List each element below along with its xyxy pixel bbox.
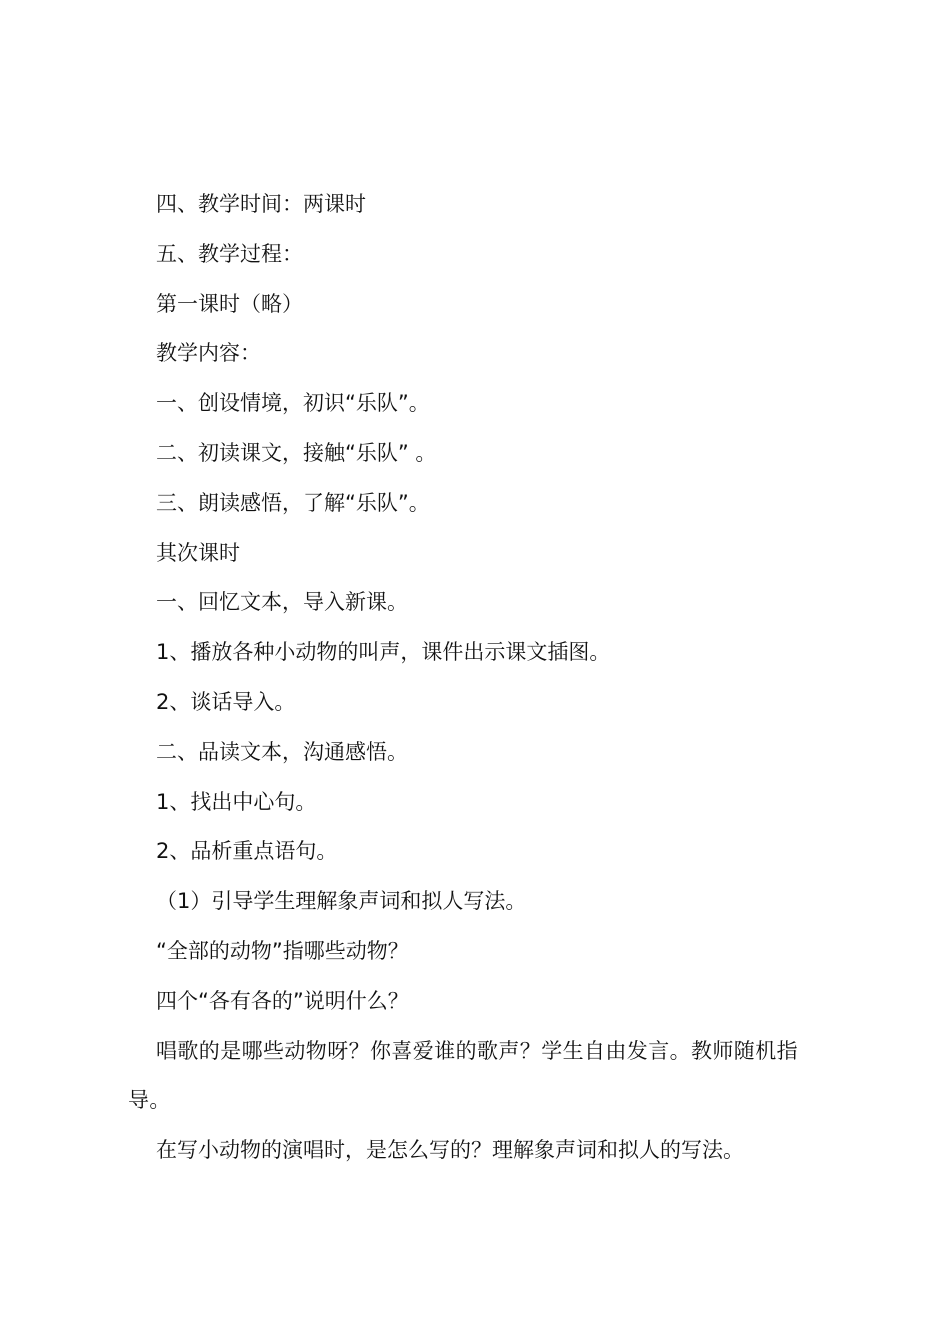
paragraph: 四、教学时间：两课时 — [156, 192, 366, 216]
paragraph: 第一课时（略） — [156, 291, 303, 316]
paragraph: 四个“各有各的”说明什么？ — [156, 988, 409, 1013]
paragraph: 一、创设情境，初识“乐队”。 — [156, 391, 430, 416]
paragraph: 一、回忆文本，导入新课。 — [156, 590, 408, 615]
paragraph: 三、朗读感悟，了解“乐队”。 — [156, 490, 430, 515]
paragraph: 唱歌的是哪些动物呀？你喜爱谁的歌声？学生自由发言。教师随机指导。 — [128, 1038, 798, 1113]
paragraph: 2、品析重点语句。 — [156, 839, 338, 864]
paragraph: 1、找出中心句。 — [156, 789, 317, 814]
paragraph: 二、初读课文，接触“乐队” 。 — [156, 440, 437, 465]
paragraph: （1）引导学生理解象声词和拟人写法。 — [156, 889, 527, 914]
paragraph: 2、谈话导入。 — [156, 689, 296, 714]
paragraph: 在写小动物的演唱时，是怎么写的？理解象声词和拟人的写法。 — [156, 1138, 744, 1163]
document-body — [128, 180, 840, 1176]
paragraph: 五、教学过程： — [156, 241, 303, 266]
paragraph: 二、品读文本，沟通感悟。 — [156, 739, 408, 764]
paragraph: 其次课时 — [156, 540, 240, 565]
paragraph: 教学内容： — [156, 341, 261, 366]
paragraph: 1、播放各种小动物的叫声，课件出示课文插图。 — [156, 640, 611, 665]
paragraph: “全部的动物”指哪些动物？ — [156, 938, 409, 963]
